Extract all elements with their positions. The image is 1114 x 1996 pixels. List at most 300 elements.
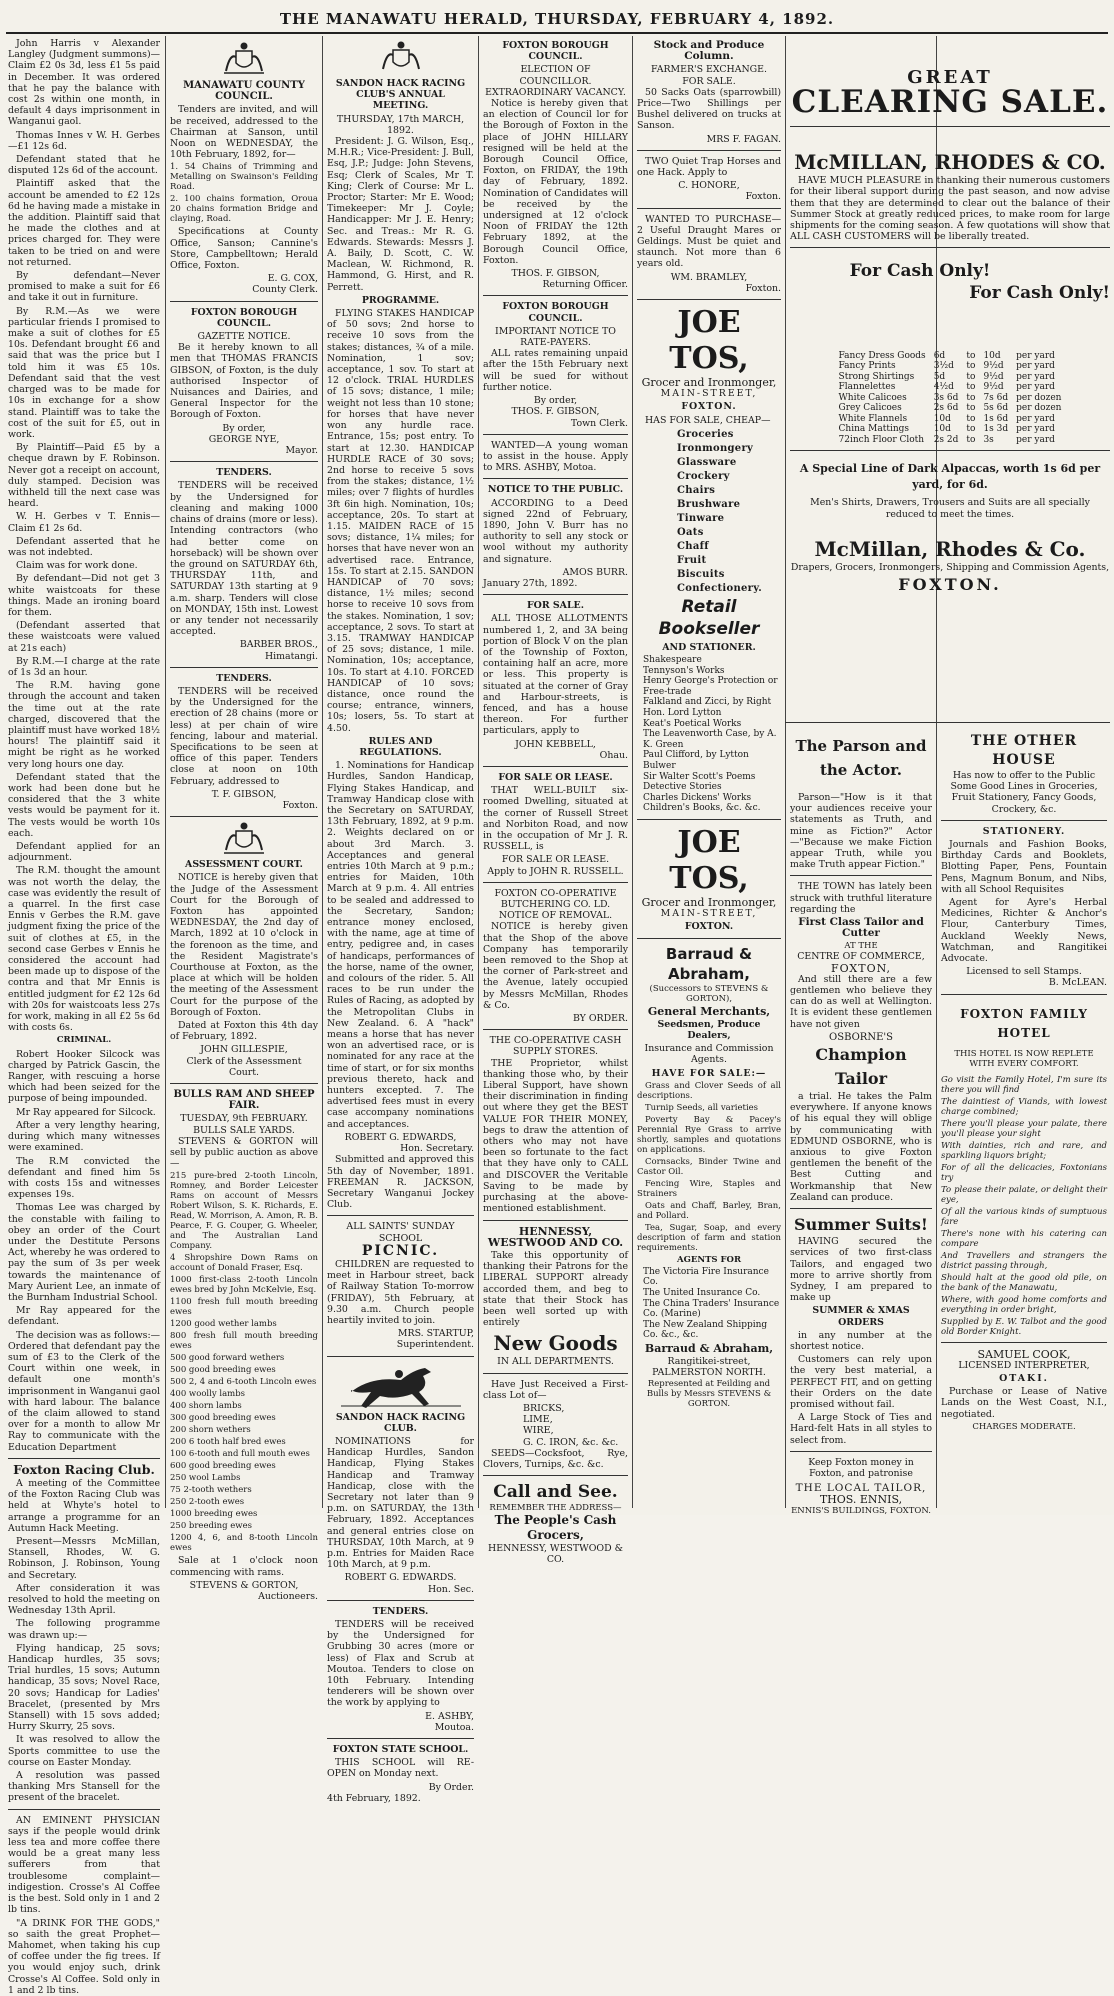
signature: AMOS BURR. bbox=[562, 566, 628, 578]
signature: ROBERT G. EDWARDS, bbox=[344, 1131, 457, 1143]
price-cell: 9½d bbox=[983, 361, 1004, 372]
public-notice-text: ACCORDING to a Deed signed 22nd of February, 1890, John V. Burr has no authority to sell any stock or wool without my authority and signature. bbox=[483, 497, 628, 565]
tenders-heading: TENDERS. bbox=[216, 672, 272, 684]
book-item: Henry George's Protection or Free-trade bbox=[643, 676, 778, 697]
divider bbox=[790, 126, 1110, 127]
barraud-seedsmen: Seedsmen, Produce Dealers, bbox=[657, 1018, 761, 1041]
barraud-successors: (Successors to STEVENS & GORTON), bbox=[649, 983, 769, 1004]
signature-role: Town Clerk. bbox=[570, 417, 628, 429]
coffee-paragraph: "A DRINK FOR THE GODS," so saith the great Prophet—Mahomet, when taking his cup of coffee under the fig trees. If you would enjoy such, drink Crosse's Al Coffee. Sold only in 1 and 2 lb tins. bbox=[8, 1917, 160, 1996]
sandon-officers: President: J. G. Wilson, Esq., M.H.R.; Vice-President: J. Bull, Esq, J.P.; Judge: John Stevens, Esq; Clerk of Scales, Mr T. King; Clerk of Course: Mr L. Proctor; Starter: Mr E. Wood; Timekeeper: Mr J. Coyle; Handicapper: Mr J. E. Henry; Sec. and Treas.: Mr R. G. Edwards. Stewards: Messrs J. A. Baily, D. Scott, C. W. Maclean, W. Richmond, R. Hammond, G. Hirst, and R. Perrett. bbox=[327, 136, 474, 293]
barraud-heading: Barraud & Abraham, bbox=[665, 944, 753, 983]
price-cell: Fancy Dress Goods bbox=[838, 350, 926, 361]
ram-fair-yards: BULLS SALE YARDS. bbox=[193, 1124, 295, 1136]
grocery-item: Brushware bbox=[677, 498, 741, 510]
agent-item: The China Traders' Insurance Co. (Marine) bbox=[643, 1298, 780, 1320]
signature: GEORGE NYE, bbox=[208, 433, 280, 445]
tailor-intro: THE TOWN has lately been struck with truthful literature regarding the bbox=[790, 881, 932, 915]
price-row bbox=[835, 361, 1066, 372]
stock-column-heading: Stock and Produce Column. bbox=[653, 39, 765, 63]
stock-lot: 1100 fresh full mouth breeding ewes bbox=[170, 1297, 318, 1318]
racing-paragraph: After consideration it was resolved to hold the meeting on Wednesday 13th April. bbox=[8, 1582, 160, 1617]
stock-lot: 1200 good wether lambs bbox=[170, 1319, 277, 1330]
at-the: AT THE bbox=[844, 941, 878, 952]
court-paragraph: Thomas Innes v W. H. Gerbes—£1 12s 6d. bbox=[8, 129, 160, 152]
racing-paragraph: Flying handicap, 25 sovs; Handicap hurdles, 35 sovs; Trial hurdles, 15 sovs; Autumn handicap, 35 sovs; Novel Race, 20 sovs; Handicap for Ladies' Bracelet, (presented by Mrs Stansell) with 15 sovs added; Hurry Skurry, 25 sovs. bbox=[8, 1642, 160, 1733]
oats-text: 50 Sacks Oats (sparrowbill) Price—Two Shillings per Bushel delivered on trucks at Sanson. bbox=[637, 86, 781, 132]
divider bbox=[170, 461, 318, 462]
signature-role: Clerk of the Assessment Court. bbox=[186, 1055, 302, 1078]
agent-text: Agent for Ayre's Herbal Medicines, Richter & Anchor's Flour, Canterbury Times, Auckland Weekly News, Watchman, and Rangitikei Advocate. bbox=[941, 897, 1107, 965]
book-item: Shakespeare bbox=[643, 655, 702, 666]
other-house-heading: THE OTHER HOUSE bbox=[970, 733, 1078, 768]
hennessy-heading: HENNESSY, WESTWOOD AND CO. bbox=[487, 1224, 624, 1249]
signature: WM. BRAMLEY, bbox=[670, 271, 748, 283]
hotel-verse-line: With dainties, rich and rare, and sparkling liquors bright; bbox=[941, 1140, 1107, 1161]
stock-lot: 100 6-tooth and full mouth ewes bbox=[170, 1449, 310, 1460]
mcmillan-footer-name: McMillan, Rhodes & Co. bbox=[814, 536, 1086, 561]
stationery-heading: STATIONERY. bbox=[982, 825, 1066, 837]
seeds-text: SEEDS—Cocksfoot, Rye, Clovers, Turnips, &c. &c. bbox=[483, 1447, 628, 1470]
signature: E. G. COX, bbox=[267, 273, 318, 285]
rules-note: Submitted and approved this 5th day of November, 1891. FREEMAN R. JACKSON, Secretary Wanganui Jockey Club. bbox=[327, 1154, 474, 1211]
price-cell: 5d bbox=[933, 371, 946, 382]
mcmillan-town: FOXTON. bbox=[898, 574, 1002, 594]
tailor-town: FOXTON, bbox=[830, 961, 892, 975]
lease-apply: Apply to JOHN R. RUSSELL. bbox=[487, 865, 624, 877]
racehorse-icon bbox=[341, 1362, 461, 1408]
building-items bbox=[483, 1403, 628, 1448]
divider bbox=[941, 994, 1107, 995]
price-cell: per yard bbox=[1016, 350, 1055, 361]
price-cell: 7s 6d bbox=[983, 392, 1009, 403]
barraud-town: PALMERSTON NORTH. bbox=[652, 1367, 766, 1379]
signature: C. HONORE, bbox=[678, 180, 740, 192]
court-paragraph: By R.M.—I charge at the rate of 1s 3d an hour. bbox=[8, 655, 160, 678]
public-notice-date: January 27th, 1892. bbox=[483, 577, 578, 589]
divider bbox=[637, 299, 781, 300]
ram-fair-sale: Sale at 1 o'clock noon commencing with rams. bbox=[170, 1555, 318, 1578]
joe-tos-items bbox=[637, 428, 781, 596]
divider bbox=[327, 1356, 474, 1357]
mcmillan-text: HAVE MUCH PLEASURE in thanking their numerous customers for their liberal support during the past season, and now advise them that they are determined to clear out the balance of their Summer Stock at greatly reduced prices, to make room for large shipments for the coming season. A few quotations will show that ALL CASH CUSTOMERS will be liberally treated. bbox=[790, 175, 1110, 243]
picnic-subheading: ALL SAINTS' SUNDAY SCHOOL bbox=[346, 1221, 455, 1244]
barraud-have: HAVE FOR SALE:— bbox=[651, 1067, 767, 1079]
cash-only-heading: For Cash Only! bbox=[849, 261, 991, 282]
local-tailor: THE LOCAL TAILOR, bbox=[795, 1482, 927, 1495]
retail-bookseller-heading: Retail Bookseller bbox=[658, 596, 760, 639]
price-cell: 10d bbox=[933, 413, 951, 424]
signature-place: Foxton. bbox=[745, 282, 781, 294]
signature: THOS. F. GIBSON, bbox=[511, 268, 600, 280]
court-paragraph: By Plaintiff—Paid £5 by a cheque drawn by F. Robinson. Never got a receipt on account, duly stamped. Decision was withheld till the next case was heard. bbox=[8, 442, 160, 510]
criminal-paragraph: Thomas Lee was charged by the constable with failing to obey an order of the Court under the Destitute Persons Act, whereby he was ordered to pay the sum of 3s per week towards the maintenance of Mary Aurient Lee, an inmate of the Burnham Industrial School. bbox=[8, 1202, 160, 1303]
sandon-club-text: NOMINATIONS for Handicap Hurdles, Sandon Handicap, Flying Stakes Handicap and Tramway Handicap, close with the Secretary not later than 9 p.m. on SATURDAY, the 13th February, 1892. Acceptances and general entries close on THURSDAY, 10th March, at 9 p.m. Entries for Maiden Race 10th March, at 9 p.m. bbox=[327, 1435, 474, 1571]
signature-role: Auctioneers. bbox=[258, 1591, 318, 1603]
price-row bbox=[835, 393, 1066, 404]
court-paragraph: Defendant stated that he disputed 12s 6d of the account. bbox=[8, 154, 160, 177]
election-subheading: ELECTION OF COUNCILLOR. bbox=[519, 64, 592, 87]
barraud-footer-name: Barraud & Abraham, bbox=[644, 1341, 774, 1355]
family-hotel-heading: FOXTON FAMILY HOTEL bbox=[960, 1006, 1088, 1040]
barraud-items bbox=[637, 1081, 781, 1253]
coat-of-arms-icon bbox=[380, 41, 422, 75]
column-4 bbox=[483, 38, 628, 1566]
stock-lot: 300 good breeding ewes bbox=[170, 1413, 276, 1424]
divider bbox=[483, 1220, 628, 1221]
signature-place: Moutoa. bbox=[434, 1721, 474, 1733]
price-cell: White Flannels bbox=[838, 413, 908, 424]
agent-item: The United Insurance Co. bbox=[643, 1288, 761, 1298]
by-order: By order, bbox=[222, 422, 266, 434]
signature: B. McLEAN. bbox=[1048, 977, 1107, 989]
price-cell: 72inch Floor Cloth bbox=[838, 434, 925, 445]
barraud-street: Rangitikei-street, bbox=[667, 1356, 751, 1368]
cash-only-heading-2: For Cash Only! bbox=[969, 282, 1110, 303]
signature-role: Returning Officer. bbox=[542, 279, 628, 291]
price-cell: to bbox=[966, 392, 976, 403]
peoples-grocers: The People's Cash Grocers, bbox=[494, 1513, 617, 1543]
price-cell: 1s 6d bbox=[983, 413, 1009, 424]
summer-suits-heading: Summer Suits! bbox=[794, 1215, 928, 1235]
price-cell: per yard bbox=[1016, 382, 1055, 393]
gentlemen-text: And still there are a few gentlemen who believe they can do as well at Wellington. It is evident these gentlemen have not given bbox=[790, 973, 932, 1030]
signature-role: Superintendent. bbox=[396, 1339, 474, 1351]
racing-paragraph: A meeting of the Committee of the Foxton Racing Club was held at Whyte's hotel to arrange a programme for an Autumn Hack Meeting. bbox=[8, 1477, 160, 1534]
tenders-heading: TENDERS. bbox=[372, 1605, 429, 1617]
signature: JOHN GILLESPIE, bbox=[200, 1044, 288, 1056]
signature-place: Foxton. bbox=[282, 799, 318, 811]
divider bbox=[637, 150, 781, 151]
council-item: 1. 54 Chains of Trimming and Metalling on Swainson's Feilding Road. bbox=[170, 162, 318, 193]
election-text: Notice is hereby given that an election of Council lor for the Borough of Foxton in the place of JOHN HILLARY resigned will be held at the Borough Council Office, Foxton, on FRIDAY, the 19th day of February, 1892. Nomination of Candidates will be received by the undersigned at 12 o'clock Noon of FRIDAY the 12th February 1892, at the Borough Council Office, Foxton. bbox=[483, 98, 628, 266]
column-3 bbox=[327, 38, 474, 1804]
assessment-heading: ASSESSMENT COURT. bbox=[185, 859, 303, 871]
stock-lot: 250 breeding ewes bbox=[170, 1521, 252, 1532]
stock-lot: 500 good breeding ewes bbox=[170, 1365, 276, 1376]
price-cell: per dozen bbox=[1016, 403, 1062, 414]
book-item: Tennyson's Works bbox=[643, 665, 725, 676]
divider bbox=[790, 247, 1110, 248]
stock-lot: 200 6 tooth half bred ewes bbox=[170, 1437, 286, 1448]
price-row bbox=[835, 403, 1066, 414]
rate-notice-text: ALL rates remaining unpaid after the 15th February next will be sued for without further notice. bbox=[483, 348, 628, 393]
divider bbox=[483, 1373, 628, 1374]
divider bbox=[483, 295, 628, 296]
court-report bbox=[8, 38, 160, 1033]
for-sale-heading: FOR SALE. bbox=[527, 600, 584, 612]
price-cell: 10d bbox=[983, 350, 1001, 361]
price-cell: to bbox=[966, 424, 976, 435]
butchering-subheading: NOTICE OF REMOVAL. bbox=[498, 910, 613, 922]
grocery-item: Groceries bbox=[677, 428, 734, 440]
divider bbox=[483, 478, 628, 479]
price-cell: per yard bbox=[1016, 413, 1055, 424]
divider bbox=[941, 1342, 1107, 1343]
masthead-rule bbox=[6, 32, 1108, 34]
rules-heading: RULES AND REGULATIONS. bbox=[359, 735, 442, 758]
column-7-bottom bbox=[941, 728, 1107, 1508]
stock-lot: 800 fresh full mouth breeding ewes bbox=[170, 1331, 318, 1352]
joe-tos-heading: JOE TOS, bbox=[669, 824, 749, 896]
stock-lot: 1000 breeding ewes bbox=[170, 1509, 258, 1520]
criminal-report bbox=[8, 1049, 160, 1453]
price-cell: per yard bbox=[1016, 371, 1055, 382]
cook-text: Purchase or Lease of Native Lands on the West Coast, N.I., negotiated. bbox=[941, 1386, 1107, 1420]
price-row bbox=[835, 414, 1066, 425]
signature: E. ASHBY, bbox=[425, 1710, 474, 1722]
stock-lot: 400 shorn lambs bbox=[170, 1401, 242, 1412]
cash-stores-text: THE Proprietor, whilst thanking those who, by their Liberal Support, have shown their discrimination in finding out where they get the BEST VALUE FOR THEIR MONEY, begs to draw the attention of others who may not have been so fortunate to the fact that they have only to CALL and DISCOVER the Veritable Saving to be made by purchasing at the above-mentioned establishment. bbox=[483, 1057, 628, 1215]
sandon-meeting-date: THURSDAY, 17th MARCH, 1892. bbox=[336, 113, 465, 136]
signature: JOHN KEBBELL, bbox=[515, 738, 596, 750]
signature: STEVENS & GORTON, bbox=[189, 1579, 299, 1591]
tenders-text: TENDERS will be received by the Undersigned for Grubbing 30 acres (more or less) of Flax and Scrub at Moutoa. Tenders to close on 10th February. Intending tenderers will be shown over the work by applying to bbox=[327, 1619, 474, 1709]
licensed-stamps: Licensed to sell Stamps. bbox=[966, 966, 1082, 978]
grocery-item: Tinware bbox=[677, 512, 725, 524]
price-row bbox=[835, 382, 1066, 393]
tailor-name: THOS. ENNIS, bbox=[819, 1493, 903, 1507]
book-item: Keat's Poetical Works bbox=[643, 718, 742, 729]
divider bbox=[790, 875, 932, 876]
wanted-text: WANTED—A young woman to assist in the house. Apply to MRS. ASHBY, Motoa. bbox=[483, 439, 628, 474]
signature: BARBER BROS., bbox=[239, 639, 318, 651]
grocery-item: Crockery bbox=[677, 470, 730, 482]
criminal-paragraph: Mr Ray appeared for Silcock. bbox=[16, 1106, 156, 1118]
grocery-item: Biscuits bbox=[677, 568, 725, 580]
tenders-heading: TENDERS. bbox=[216, 467, 272, 479]
joe-tos-subheading: Grocer and Ironmonger, bbox=[641, 895, 777, 909]
price-cell: 6d bbox=[933, 350, 946, 361]
price-row bbox=[835, 372, 1066, 383]
price-row bbox=[835, 351, 1066, 362]
signature: ROBERT G. EDWARDS. bbox=[344, 1572, 457, 1584]
divider bbox=[170, 667, 318, 668]
court-paragraph: By defendant—Never promised to make a suit for £6 and take it out in furniture. bbox=[8, 270, 160, 304]
hennessy-text: Take this opportunity of thanking their Patrons for the LIBERAL SUPPORT already accorded them, and beg to state that their Stock has been well sorted up with entirely bbox=[483, 1249, 628, 1329]
criminal-paragraph: After a very lengthy hearing, during which many witnesses were examined. bbox=[8, 1119, 160, 1154]
agent-item: The New Zealand Shipping Co. &c., &c. bbox=[643, 1319, 768, 1341]
hotel-verse-line: There you'll please your palate, there you'll please your sight bbox=[941, 1118, 1107, 1139]
court-paragraph: By defendant—Did not get 3 white waistcoats for these things. Made an ironing board for them. bbox=[8, 573, 160, 618]
price-cell: 3s bbox=[983, 434, 994, 445]
council-items bbox=[170, 162, 318, 224]
butchering-text: NOTICE is hereby given that the Shop of the above Company has temporarily been removed to the Shop at the corner of Park-street and the Avenue, lately occupied by Messrs McMillan, Rhodes & Co. bbox=[483, 921, 628, 1011]
divider bbox=[170, 816, 318, 817]
signature-place: Foxton. bbox=[745, 191, 781, 203]
rules-text: 1. Nominations for Handicap Hurdles, Sandon Handicap, Flying Stakes Handicap, and Tramway Handicap close with the Secretary on SATURDAY, 13th February, 1892, at 9 p.m. 2. Weights declared on or about 3rd March. 3. Acceptances and general entries 10th March at 9 p.m.; entries for Maiden, 10th March at 9 p.m. 4. All entries to be sealed and addressed to the Secretary, Sandon; entrance money enclosed, with the name, age at time of entry, pedigree and, in cases of handicaps, performances of the horse, name of the owner, and colours of the rider. 5. All races to be run under the Rules of Racing, as adopted by the Metropolitan Clubs in New Zealand. 6. A "hack" means a horse that has never won an advertised race, or is nominated for any race at the time of start, or for six months previous thereto, hack and hunters excepted. 7. The advertised fees must in every case accompany nominations and acceptances. bbox=[327, 760, 474, 1130]
price-cell: to bbox=[966, 434, 976, 445]
gazette-heading: FOXTON BOROUGH COUNCIL. bbox=[190, 306, 298, 329]
criminal-paragraph: The decision was as follows:—Ordered that defendant pay the sum of £3 to the Clerk of the Court within one week, in default one month's imprisonment in Wanganui gaol with hard labour. The balance of the claim allowed to stand over for a month to allow Mr Ray to communicate with the Education Department bbox=[8, 1329, 160, 1453]
mcmillan-trades: Drapers, Grocers, Ironmongers, Shipping and Commission Agents, bbox=[790, 561, 1110, 573]
ties-text: A Large Stock of Ties and Hard-felt Hats in all styles to select from. bbox=[790, 1412, 932, 1446]
building-item: BRICKS, bbox=[523, 1402, 565, 1414]
signature-role: County Clerk. bbox=[252, 284, 318, 296]
first-class-tailor: First Class Tailor and Cutter bbox=[798, 916, 924, 940]
book-item: Sir Walter Scott's Poems bbox=[643, 771, 756, 782]
price-cell: per yard bbox=[1016, 361, 1055, 372]
coat-of-arms-icon bbox=[222, 822, 266, 856]
divider bbox=[483, 1475, 628, 1476]
centre-of-commerce: CENTRE OF COMMERCE, bbox=[797, 951, 925, 963]
criminal-heading: CRIMINAL. bbox=[56, 1035, 112, 1046]
divider bbox=[8, 1458, 160, 1459]
court-paragraph: Plaintiff asked that the account be amended to £2 12s 6d he having made a mistake in the addition. Plaintiff said that he made the clothes and at prices charged for. They were taken to be tried on and were not returned. bbox=[8, 178, 160, 268]
court-paragraph: (Defendant asserted that these waistcoats were valued at 21s each) bbox=[8, 620, 160, 654]
book-item: Falkland and Zicci, by Right Hon. Lord Lytton bbox=[643, 697, 772, 719]
assessment-dated: Dated at Foxton this 4th day of February, 1892. bbox=[170, 1020, 318, 1043]
stock-lot: 500 good forward wethers bbox=[170, 1353, 285, 1364]
court-paragraph: The R.M. thought the amount was not worth the delay, the case was evidently the result of a quarrel. In the first case Ennis v Gerbes the R.M. gave judgment fixing the price of the suit of clothes at £5, in the second case Gerbes v Ennis he considered the account had been made up to dispose of the contra and that Mr Ennis is entitled judgment for £2 12s 6d with 20s for waistcoats less 27s for work, making in all £2 5s 6d with costs 6s. bbox=[8, 865, 160, 1034]
signature: THOS. F. GIBSON, bbox=[511, 406, 600, 418]
building-item: G. C. IRON, &c. &c. bbox=[523, 1436, 619, 1448]
divider bbox=[327, 1215, 474, 1216]
grocery-item: Oats bbox=[677, 526, 704, 538]
great-heading: GREAT bbox=[907, 67, 993, 88]
farmers-exchange-heading: FARMER'S EXCHANGE. bbox=[651, 64, 767, 76]
price-cell: to bbox=[966, 361, 976, 372]
criminal-paragraph: The R.M convicted the defendant and fined him 5s with costs 15s and witnesses expenses 19s. bbox=[8, 1155, 160, 1201]
trap-horses-text: TWO Quiet Trap Horses and one Hack. Apply to bbox=[637, 155, 781, 179]
column-6-top bbox=[790, 38, 1110, 598]
shortest-notice: in any number at the shortest notice. bbox=[790, 1329, 932, 1352]
hotel-verse-line: Go visit the Family Hotel, I'm sure its there you will find bbox=[941, 1074, 1107, 1095]
stock-lot: 600 good breeding ewes bbox=[170, 1461, 276, 1472]
county-council-heading: MANAWATU COUNTY COUNCIL. bbox=[183, 80, 305, 103]
signature: MRS. STARTUP, bbox=[397, 1328, 474, 1340]
by-order: By Order. bbox=[428, 1781, 474, 1793]
by-order: BY ORDER. bbox=[572, 1013, 628, 1025]
state-school-date: 4th February, 1892. bbox=[327, 1792, 421, 1804]
sandon-club-heading: SANDON HACK RACING CLUB. bbox=[335, 1411, 466, 1434]
price-cell: 9½d bbox=[983, 382, 1004, 393]
building-item: WIRE, bbox=[523, 1425, 554, 1437]
clearing-sale-heading: CLEARING SALE. bbox=[791, 84, 1109, 121]
price-cell: to bbox=[966, 371, 976, 382]
price-table bbox=[835, 351, 1066, 446]
signature-role: Mayor. bbox=[285, 445, 318, 457]
book-item: Detective Stories bbox=[643, 782, 722, 793]
column-rule bbox=[478, 36, 479, 1508]
lease-line: FOR SALE OR LEASE. bbox=[501, 854, 610, 866]
criminal-paragraph: Robert Hooker Silcock was charged by Patrick Gascin, the Ranger, with rescuing a horse which had been seized for the purpose of being impounded. bbox=[8, 1048, 160, 1105]
barraud-insurance: Insurance and Commission Agents. bbox=[644, 1043, 774, 1066]
price-cell: to bbox=[966, 382, 976, 393]
price-cell: 2s 2d bbox=[933, 434, 959, 445]
stock-lot: 500 2, 4 and 6-tooth Lincoln ewes bbox=[170, 1377, 317, 1388]
grocery-item: Chaff bbox=[677, 540, 709, 552]
divider bbox=[637, 938, 781, 939]
price-cell: per dozen bbox=[1016, 392, 1062, 403]
barraud-item: Cornsacks, Binder Twine and Castor Oil. bbox=[637, 1156, 781, 1177]
joe-tos-heading: JOE TOS, bbox=[669, 305, 749, 377]
barraud-represented: Represented at Feilding and Bulls by Messrs STEVENS & GORTON. bbox=[646, 1378, 772, 1409]
book-item: Children's Books, &c. &c. bbox=[643, 803, 761, 814]
joe-tos-street: MAIN-STREET, bbox=[660, 908, 758, 920]
joe-tos-town: FOXTON. bbox=[684, 921, 734, 933]
joe-tos-subheading: Grocer and Ironmonger, bbox=[641, 376, 777, 390]
price-cell: China Mattings bbox=[838, 424, 909, 435]
building-item: LIME, bbox=[523, 1414, 553, 1426]
hotel-verse-line: And Travellers and strangers the district passing through, bbox=[941, 1250, 1107, 1271]
ram-fair-list bbox=[170, 1171, 318, 1553]
programme-text: FLYING STAKES HANDICAP of 50 sovs; 2nd horse to receive 10 sovs from the stakes; distances, ¾ of a mile. Nomination, 1 sov; acceptance, 1 sov. To start at 12 o'clock. TRIAL HURDLES of 15 sovs; distance, 1 mile; weight not less than 10 stone; for horses that have never won any hurdle race. Entrance, 15s; post entry. To start at 12.30. HANDICAP HURDLE RACE of 30 sovs; 2nd horse to receive 5 sovs from the stakes; distance, 1½ miles; over 7 flights of hurdles 3ft 6in high. Nomination, 10s; acceptance, 20s. To start at 1.15. MAIDEN RACE of 15 sovs; distance, 1¼ miles; for horses that have never won an advertised race. Entrance, 15s. To start at 2.15. SANDON HANDICAP of 70 sovs; distance, 1½ miles; second horse to receive 10 sovs from the stakes. Nomination, 1 sov; acceptance, 2 sovs. To start at 3.15. TRAMWAY HANDICAP of 25 sovs; distance, 1 mile. Nomination, 10s; acceptance, 10s. To start at 4.10. FORCED HANDICAP of 10 sovs; distance, once round the course; entrance, winners, 10s; losers, 5s. To start at 4.50. bbox=[327, 308, 474, 734]
first-class-lot: Have Just Received a First-class Lot of— bbox=[483, 1378, 628, 1401]
coat-of-arms-icon bbox=[222, 41, 266, 77]
racing-club-report bbox=[8, 1478, 160, 1804]
stock-lot: 250 wool Lambs bbox=[170, 1473, 241, 1484]
barraud-item: Turnip Seeds, all varieties bbox=[645, 1102, 759, 1113]
agents-heading: AGENTS FOR bbox=[676, 1254, 742, 1265]
sandon-meeting-heading: SANDON HACK RACING CLUB'S ANNUAL MEETING. bbox=[335, 78, 466, 112]
price-cell: Fancy Prints bbox=[838, 361, 896, 372]
gazette-subheading: GAZETTE NOTICE. bbox=[197, 331, 291, 343]
price-cell: to bbox=[966, 413, 976, 424]
divider bbox=[637, 819, 781, 820]
divider bbox=[8, 1809, 160, 1810]
court-paragraph: By R.M.—As we were particular friends I promised to make a suit of clothes for £5 10s. Defendant brought £6 and said that was the price but I told him it was £5 10s. Defendant said that the vest charged was to be made for 10s in exchange for a show stand. Plaintiff was to take the cost of the suit for £5, out in work. bbox=[8, 305, 160, 440]
cash-stores-heading: THE CO-OPERATIVE CASH SUPPLY STORES. bbox=[489, 1035, 622, 1058]
joe-tos-has: HAS FOR SALE, CHEAP— bbox=[645, 414, 771, 426]
price-cell: 3½d bbox=[933, 361, 954, 372]
grocery-item: Ironmongery bbox=[677, 442, 754, 454]
coffee-paragraph: AN EMINENT PHYSICIAN says if the people would drink less tea and more coffee there would be a great many less sufferers from that troublesome complaint—indigestion. Crosse's Al Coffee is the best. Sold only in 1 and 2 lb tins. bbox=[8, 1814, 160, 1916]
masthead: THE MANAWATU HERALD, THURSDAY, FEBRUARY 4, 1892. bbox=[279, 10, 835, 28]
hotel-verse-line: Of all the various kinds of sumptuous fare bbox=[941, 1206, 1107, 1227]
assessment-text: NOTICE is hereby given that the Judge of the Assessment Court for the Borough of Foxton has appointed WEDNESDAY, the 2nd day of March, 1892 at 10 o'clock in the forenoon as the time, and the Resident Magistrate's Courthouse at Foxton, as the place at which will be holden the meeting of the Assessment Court for the purpose of the Borough of Foxton. bbox=[170, 872, 318, 1018]
book-item: The Leavenworth Case, by A. K. Green bbox=[643, 729, 777, 750]
rate-notice-heading: FOXTON BOROUGH COUNCIL. bbox=[502, 301, 609, 324]
for-sale-text: ALL THOSE ALLOTMENTS numbered 1, 2, and 3A being portion of Block V on the plan of the Township of Foxton, containing half an acre, more or less. This property is situated at the corner of Gray and Harbour-streets, is fenced, and has a house thereon. For further particulars, apply to bbox=[483, 613, 628, 737]
joe-tos-town: FOXTON. bbox=[681, 401, 737, 413]
barraud-item: Fencing Wire, Staples and Strainers bbox=[637, 1178, 781, 1199]
butchering-heading: FOXTON CO-OPERATIVE BUTCHERING CO. LD. bbox=[494, 887, 617, 911]
shirts-offer: Men's Shirts, Drawers, Trousers and Suits are all specially reduced to meet the times. bbox=[810, 497, 1090, 520]
xmas-orders: SUMMER & XMAS ORDERS bbox=[812, 1305, 910, 1328]
price-cell: per yard bbox=[1016, 424, 1055, 435]
parson-text: Parson—"How is it that your audiences receive your statements as Truth, and mine as Fiction?" Actor—"Because we make Fiction appear Truth, while you make Truth appear Fiction." bbox=[790, 792, 932, 871]
agent-item: The Victoria Fire Insurance Co. bbox=[643, 1266, 769, 1288]
state-school-heading: FOXTON STATE SCHOOL. bbox=[332, 1744, 469, 1756]
champion-tailor-heading: Champion Tailor bbox=[815, 1045, 907, 1089]
stock-lot: 250 2-tooth ewes bbox=[170, 1497, 245, 1508]
column-2 bbox=[170, 38, 318, 1603]
ram-fair-heading: BULLS RAM AND SHEEP FAIR. bbox=[173, 1089, 315, 1112]
call-and-see-heading: Call and See. bbox=[493, 1482, 618, 1503]
tenders-text: TENDERS will be received by the Undersigned for the erection of 28 chains (more or less) at per chain of wire fencing, labour and material. Specifications to be seen at office of this paper. Tenders close at noon on 10th February, addressed to bbox=[170, 685, 318, 787]
mcmillan-heading: McMILLAN, RHODES & CO. bbox=[794, 150, 1106, 175]
lease-text: THAT WELL-BUILT six-roomed Dwelling, situated at the corner of Russell Street and Norbiton Road, and now in the occupation of Mr J. R. RUSSELL, is bbox=[483, 785, 628, 853]
divider bbox=[483, 434, 628, 435]
retail-stationer-heading: AND STATIONER. bbox=[662, 641, 756, 653]
hennessy-footer: HENNESSY, WESTWOOD & CO. bbox=[488, 1543, 623, 1566]
wanted-purchase-text: WANTED TO PURCHASE—2 Useful Draught Mares or Geldings. Must be quiet and staunch. Not more than 6 years old. bbox=[637, 213, 781, 270]
grocery-item: Chairs bbox=[677, 484, 716, 496]
coffee-notices bbox=[8, 1815, 160, 1996]
hotel-verse-line: Where, with good home comforts and everything in order bright, bbox=[941, 1294, 1107, 1315]
customers-text: Customers can rely upon the very best material, a PERFECT FIT, and on getting their Orders on the date promised without fail. bbox=[790, 1354, 932, 1410]
price-cell: 9½d bbox=[983, 371, 1004, 382]
alpaca-offer: A Special Line of Dark Alpaccas, worth 1s 6d per yard, for 6d. bbox=[799, 462, 1101, 492]
council-intro: Tenders are invited, and will be received, addressed to the Chairman at Sanson, until Noon on WEDNESDAY, the 10th February, 1892, for— bbox=[170, 104, 318, 161]
parson-heading: The Parson and the Actor. bbox=[795, 737, 927, 779]
picnic-heading: PICNIC. bbox=[361, 1242, 440, 1259]
divider bbox=[483, 1029, 628, 1030]
barraud-item: Poverty Bay & Pacey's Perennial Rye Grass to arrive shortly, samples and quotations on applications. bbox=[637, 1114, 781, 1155]
racing-paragraph: It was resolved to allow the Sports committee to use the course on Easter Monday. bbox=[8, 1734, 160, 1768]
racing-paragraph: A resolution was passed thanking Mrs Stansell for the present of the bracelet. bbox=[8, 1770, 160, 1804]
